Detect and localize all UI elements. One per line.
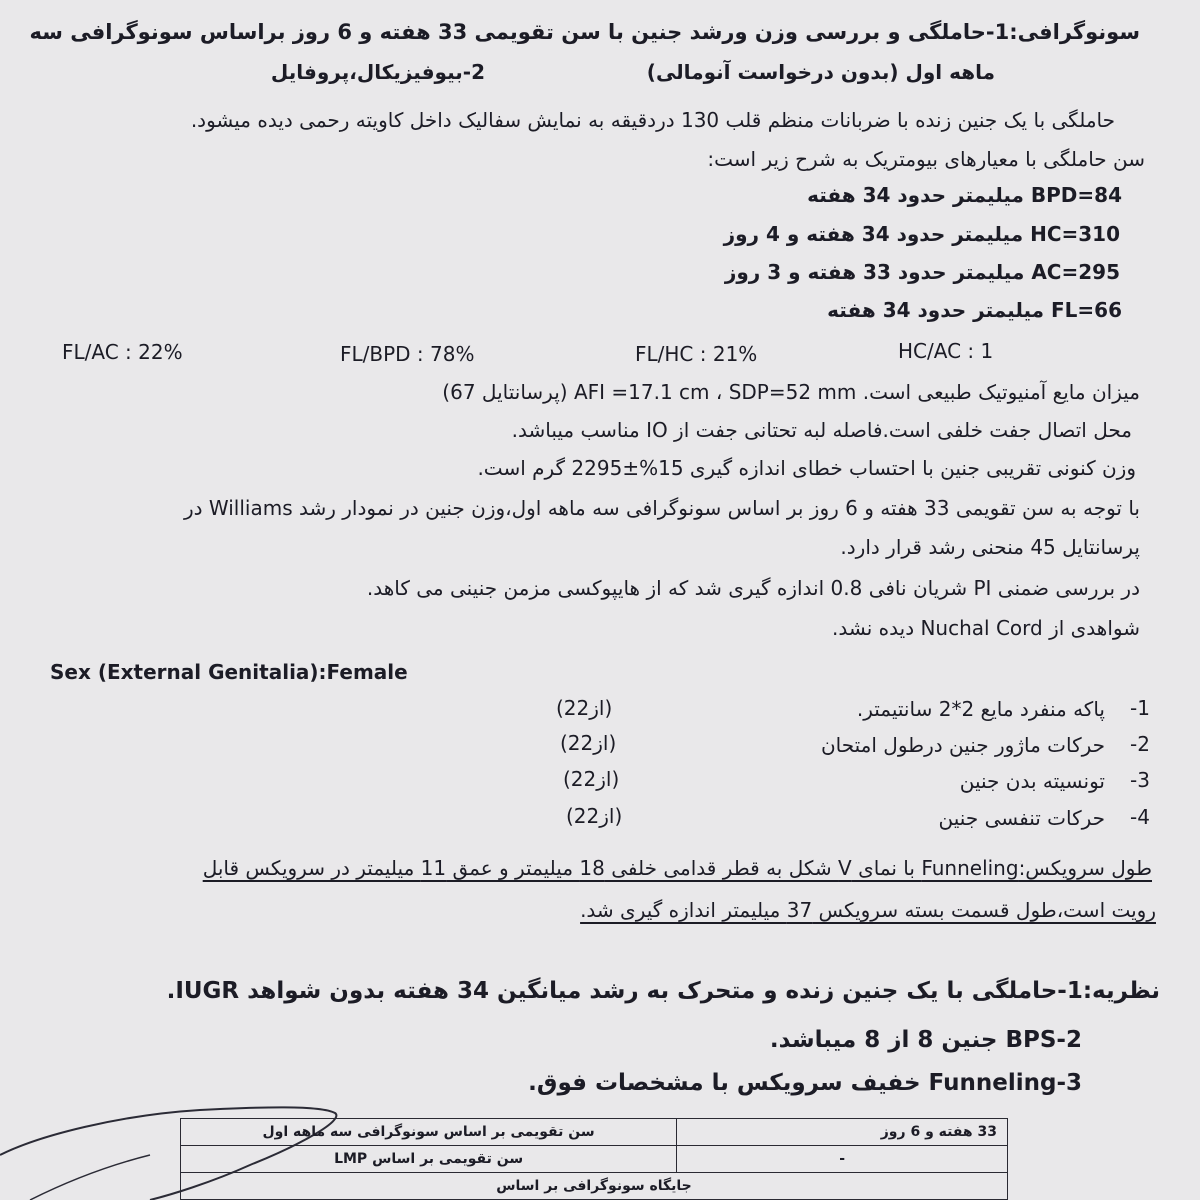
table-row — [181, 1146, 1008, 1173]
conclusion-line1: نظریه:1-حاملگی با یک جنین زنده و متحرک به رشد میانگین 34 هفته بدون شواهد IUGR. — [166, 978, 1160, 1004]
bpp-item-num: 3- — [1130, 768, 1150, 792]
report-title-line1: سونوگرافی:1-حاملگی و بررسی وزن ورشد جنین با سن تقویمی 33 هفته و 6 روز براساس سونوگرافی سه — [29, 20, 1140, 44]
bpp-item-text: پاکه منفرد مایع 2*2 سانتیمتر. — [856, 697, 1105, 721]
nuchal-cord-text: شواهدی از Nuchal Cord دیده نشد. — [832, 616, 1140, 640]
table-cell-value: - — [677, 1146, 1008, 1173]
amniotic-fluid-text: میزان مایع آمنیوتیک طبیعی است. AFI =17.1 cm ، SDP=52 mm (پرسانتایل 67) — [442, 380, 1140, 404]
growth-line1: با توجه به سن تقویمی 33 هفته و 6 روز بر اساس سونوگرافی سه ماهه اول،وزن جنین در نمودار رشد Williams در — [183, 496, 1140, 520]
bpp-item-score: (2از2) — [556, 696, 613, 720]
ac-measurement: AC=295 میلیمتر حدود 33 هفته و 3 روز — [724, 260, 1120, 284]
table-cell-label: سن تقویمی بر اساس سونوگرافی سه ماهه اول — [181, 1119, 677, 1146]
table-cell-label: جایگاه سونوگرافی بر اساس — [181, 1173, 1008, 1200]
bpd-measurement: BPD=84 میلیمتر حدود 34 هفته — [807, 183, 1122, 207]
hc-measurement: HC=310 میلیمتر حدود 34 هفته و 4 روز — [723, 222, 1120, 246]
ratio-fl-bpd: FL/BPD : 78% — [340, 342, 475, 366]
ratio-fl-hc: FL/HC : 21% — [635, 342, 758, 366]
conclusion-line2: BPS-2 جنین 8 از 8 میباشد. — [769, 1027, 1082, 1053]
fetal-weight-text: وزن کنونی تقریبی جنین با احتساب خطای اندازه گیری 15%±2295 گرم است. — [477, 456, 1136, 480]
ratio-hc-ac: HC/AC : 1 — [898, 339, 994, 363]
biometric-intro: سن حاملگی با معیارهای بیومتریک به شرح زیر است: — [707, 147, 1145, 171]
bpp-item-text: تونسیته بدن جنین — [959, 769, 1105, 793]
table-cell-value: 33 هفته و 6 روز — [677, 1119, 1008, 1146]
report-title-line2: ماهه اول (بدون درخواست آنومالی) — [646, 60, 995, 84]
growth-line2: پرسانتایل 45 منحنی رشد قرار دارد. — [840, 535, 1140, 559]
heart-rate-text: حاملگی با یک جنین زنده با ضربانات منظم قلب 130 دردقیقه به نمایش سفالیک داخل کاویته رحمی دیده میشود. — [190, 108, 1115, 132]
table-cell-label: سن تقویمی بر اساس LMP — [181, 1146, 677, 1173]
report-title-line3: 2-بیوفیزیکال،پروفایل — [270, 60, 485, 84]
table-row — [181, 1173, 1008, 1200]
placenta-text: محل اتصال جفت خلفی است.فاصله لبه تحتانی جفت از IO مناسب میباشد. — [511, 418, 1132, 442]
bpp-item-text: حرکات ماژور جنین درطول امتحان — [820, 733, 1105, 757]
bpp-item-num: 2- — [1130, 732, 1150, 756]
gestational-age-table — [180, 1118, 1008, 1200]
fl-measurement: FL=66 میلیمتر حدود 34 هفته — [827, 298, 1122, 322]
bpp-item-text: حرکات تنفسی جنین — [938, 806, 1105, 830]
cervix-line1: طول سرویکس:Funneling با نمای V شکل به قطر قدامی خلفی 18 میلیمتر و عمق 11 میلیمتر در سرویکس قابل — [202, 856, 1152, 880]
ratio-fl-ac: FL/AC : 22% — [62, 340, 183, 364]
conclusion-line3: Funneling-3 خفیف سرویکس با مشخصات فوق. — [528, 1070, 1082, 1096]
bpp-item-score: (2از2) — [563, 767, 620, 791]
cervix-line2: رویت است،طول قسمت بسته سرویکس 37 میلیمتر اندازه گیری شد. — [580, 898, 1156, 922]
bpp-item-num: 4- — [1130, 805, 1150, 829]
umbilical-pi-text: در بررسی ضمنی PI شریان نافی 0.8 اندازه گیری شد که از هایپوکسی مزمن جنینی می کاهد. — [366, 576, 1140, 600]
bpp-item-score: (2از2) — [566, 804, 623, 828]
fetal-sex-line: Sex (External Genitalia):Female — [50, 660, 408, 684]
bpp-item-num: 1- — [1130, 696, 1150, 720]
table-row — [181, 1119, 1008, 1146]
bpp-item-score: (2از2) — [560, 731, 617, 755]
